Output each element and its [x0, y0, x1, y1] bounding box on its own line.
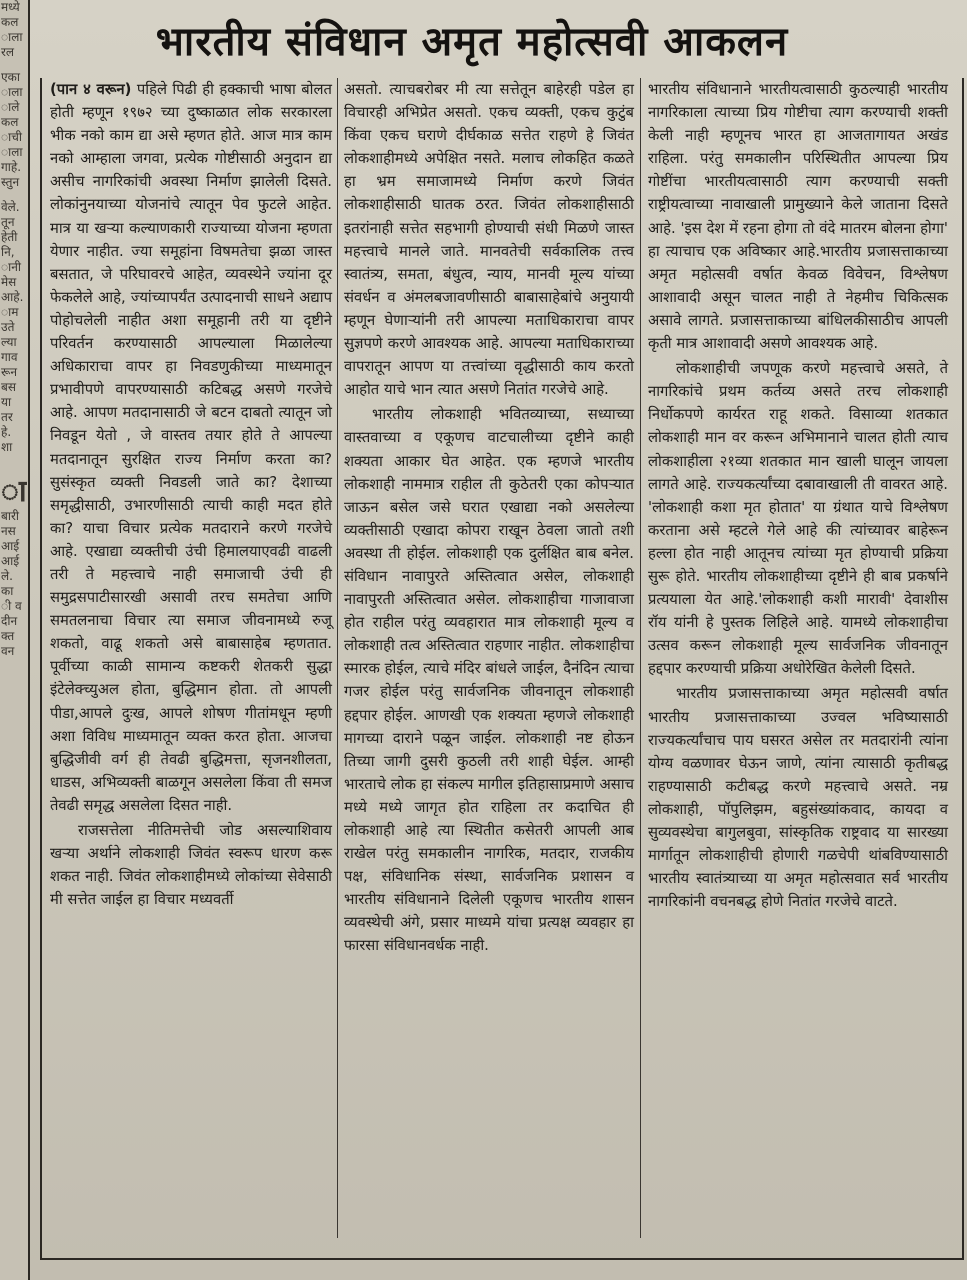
strip-fragment: आई	[1, 539, 20, 553]
strip-fragment: नि,	[1, 245, 15, 259]
strip-fragment	[0, 60, 27, 70]
article-column-3	[648, 78, 948, 1236]
strip-fragment: आई	[1, 554, 20, 568]
strip-fragment: मेस	[1, 275, 17, 289]
strip-fragment: ाची	[1, 130, 22, 144]
strip-fragment: उते	[1, 320, 15, 334]
strip-fragment: कल	[1, 115, 19, 129]
strip-fragment: रून	[1, 365, 17, 379]
strip-fragment: ल्या	[1, 335, 17, 349]
strip-fragment: बस	[1, 380, 16, 394]
paragraph: राजसत्तेला नीतिमत्तेची जोड असल्याशिवाय खऱ्या अर्थाने लोकशाही जिवंत स्वरूप धारण करू शकत नाही. जिवंत लोकशाहीमध्ये लोकांच्या सेवेसाठी मी सत्तेत जाईल हा विचार मध्यवर्ती	[50, 822, 332, 909]
strip-fragment: नस	[1, 524, 16, 538]
strip-fragment: वन	[1, 644, 15, 658]
strip-fragment: ाला	[1, 30, 23, 44]
strip-fragment: या	[1, 395, 12, 409]
article-body	[40, 78, 964, 1260]
strip-fragment: तून	[1, 215, 15, 229]
strip-fragment: ाले	[1, 100, 20, 114]
strip-fragment: स्तुन	[1, 175, 20, 189]
strip-fragment: दीन	[1, 614, 18, 628]
article-headline: भारतीय संविधान अमृत महोत्सवी आकलन	[155, 19, 789, 65]
strip-fragment: ाला	[1, 85, 23, 99]
strip-fragment: ाम	[1, 305, 19, 319]
strip-fragment: कल	[1, 15, 19, 29]
strip-fragment: आहे.	[1, 290, 24, 304]
strip-fragment: ले.	[1, 569, 13, 583]
paragraph: असतो. त्याचबरोबर मी त्या सत्तेतून बाहेरही पडेल हा विचारही अभिप्रेत असतो. एकच व्यक्ती, एकच कुटुंब किंवा एकच घराणे दीर्घकाळ सत्तेत राहणे हे जिवंत लोकशाहीमध्ये अपेक्षित नसते. मलाच लोकहित कळते हा भ्रम समाजामध्ये निर्माण करणे जिवंत लोकशाहीसाठी घातक ठरत. जिवंत लोकशाहीसाठी इतरांनाही सत्तेत सहभागी होण्याची संधी मिळणे जास्त महत्त्वाचे मानले जाते. मानवतेची सर्वकालिक तत्त्व स्वातंत्र्य, समता, बंधुत्व, न्याय, मानवी मूल्य यांच्या संवर्धन व अंमलबजावणीसाठी बाबासाहेबांचे अनुयायी म्हणून घेणाऱ्यांनी तरी आपल्या मताधिकाराचा वापर सुज्ञपणे करणे आवश्यक आहे. आपल्या मताधिकाराच्या वापरातून आपण या तत्त्वांच्या वृद्धीसाठी काय करतो आहोत याचे भान त्यात असणे नितांत गरजेचे आहे.	[344, 81, 634, 399]
paragraph-text: पहिले पिढी ही हक्काची भाषा बोलत होती म्हणून १९७२ च्या दुष्काळात लोक सरकारला भीक नको काम द्या असे म्हणत होते. आज मात्र काम नको आम्हाला जगवा, प्रत्येक गोष्टीसाठी अनुदान द्या असीच नागरिकांची अवस्था निर्माण झालेली दिसते. लोकांनुनयाच्या योजनांचे त्यातून पेव फुटले आहेत. मात्र या खऱ्या कल्याणकारी राज्याच्या योजना म्हणता येणार नाहीत. ज्या समूहांना विषमतेचा झळा जास्त बसतात, जे परिघावरचे आहेत, व्यवस्थेने ज्यांना दूर फेकलेले आहे, ज्यांच्यापर्यंत उत्पादनाची साधने अद्याप पोहोचलेली नाहीत अशा समूहानी तरी या दृष्टीने परिवर्तन करण्यासाठी आपल्याला मिळालेल्या अधिकाराचा वापर हा निवडणुकीच्या माध्यमातून प्रभावीपणे वापरण्यासाठी कटिबद्ध असणे गरजेचे आहे. आपण मतदानासाठी जे बटन दाबतो त्यातून जो निवडून येतो , जे वास्तव तयार होते ते आपल्या मतदानातून सुरक्षित राज्य निर्माण करता का? सुसंस्कृत व्यक्ती निवडली जाते का? देशाच्या समृद्धीसाठी, उभारणीसाठी त्याची काही मदत होते का? याचा विचार प्रत्येक मतदाराने करणे गरजेचे आहे. एखाद्या व्यक्तीची उंची हिमालयाएवढी वाढली तरी ते महत्त्वाचे नाही समाजाची उंची ही समुद्रसपाटीसारखी असावी तरच समतेचा आणि समतलनाचा विचार त्या समाज जीवनामध्ये रुजू शकतो, वाढू शकतो असे बाबासाहेब म्हणतात. पूर्वीच्या काळी सामान्य कष्टकरी शेतकरी सुद्धा इंटेलेक्च्युअल होता, बुद्धिमान होता. तो आपली पीडा,आपले दुःख, आपले शोषण गीतांमधून म्हणी अशा विविध माध्यमातून व्यक्त करत होता. आजचा बुद्धिजीवी वर्ग ही तेवढी बुद्धिमत्ता, सृजनशीलता, धाडस, अभिव्यक्ती बाळगून असलेला किंवा ती समज तेवढी समृद्ध असलेला दिसत नाही.	[50, 81, 332, 814]
adjacent-column-strip	[0, 0, 30, 1280]
strip-fragment: रल	[1, 45, 15, 59]
strip-fragment: वेले.	[1, 200, 20, 214]
strip-fragment	[0, 190, 27, 200]
strip-fragment: ाला	[1, 145, 23, 159]
strip-fragment: मध्ये	[1, 0, 20, 14]
strip-fragment: गाव	[1, 350, 18, 364]
strip-fragment: एका	[1, 70, 20, 84]
article-column-2	[344, 78, 634, 1236]
strip-fragment	[0, 455, 27, 465]
paragraph: भारतीय प्रजासत्ताकाच्या अमृत महोत्सवी वर्षात भारतीय प्रजासत्ताकाच्या उज्वल भविष्यासाठी राज्यकर्त्यांचाच पाय घसरत असेल तर मतदारांनी त्यांना योग्य वळणावर घेऊन जाणे, त्यांना त्यासाठी कृतीबद्ध राहण्यासाठी कटीबद्ध करणे महत्त्वाचे असते. नम्र लोकशाही, पॉपुलिझम, बहुसंख्यांकवाद, कायदा व सुव्यवस्थेचा बागुलबुवा, सांस्कृतिक राष्ट्रवाद या सारख्या मार्गातून लोकशाहीची होणारी गळचेपी थांबविण्यासाठी भारतीय स्वातंत्र्याच्या या अमृत महोत्सवात सर्व भारतीय नागरिकांनी वचनबद्ध होणे नितांत गरजेचे वाटते.	[648, 685, 948, 911]
paragraph: भारतीय संविधानाने भारतीयत्वासाठी कुठल्याही भारतीय नागरिकाला त्याच्या प्रिय गोष्टीचा त्याग करण्याची शक्ती केली नाही म्हणूनच भारत हा आजतागायत अखंड राहिला. परंतु समकालीन परिस्थितीत आपल्या प्रिय गोष्टींचा भारतीयत्वासाठी त्याग करण्याची सक्ती राष्ट्रीयत्वाच्या नावाखाली प्रामुख्याने केले जाताना दिसते आहे. 'इस देश में रहना होगा तो वंदे मातरम बोलना होगा' हा त्याचाच एक अविष्कार आहे.भारतीय प्रजासत्ताकाच्या अमृत महोत्सवी वर्षात केवळ विवेचन, विश्लेषण आशावादी असून चालत नाही ते नेहमीच चिकित्सक असावे लागते. प्रजासत्ताकाच्या बांधिलकीसाठीच आपली कृती मात्र आशावादी असणे आवश्यक आहे.	[648, 81, 948, 353]
column-divider	[337, 78, 338, 1238]
article-column-1	[50, 78, 332, 1236]
column-divider	[640, 78, 641, 1238]
strip-fragment: गाहे.	[1, 160, 22, 174]
strip-fragment: ानी	[1, 260, 22, 274]
strip-fragment: ी व	[1, 599, 22, 613]
strip-fragment	[0, 465, 27, 475]
strip-fragment: क्त	[1, 629, 15, 643]
paragraph	[50, 78, 332, 817]
strip-fragment: का	[1, 584, 14, 598]
strip-fragment: शा	[1, 440, 13, 454]
strip-fragment: हे.	[1, 425, 12, 439]
paragraph: भारतीय लोकशाही भवितव्याच्या, सध्याच्या वास्तवाच्या व एकूणच वाटचालीच्या दृष्टीने काही शक्यता आकार घेत आहेत. एक म्हणजे भारतीय लोकशाही नाममात्र राहील ती कुठेतरी एका कोपऱ्यात जाऊन बसेल जसे घरात एखाद्या नको असलेल्या व्यक्तीसाठी एखादा कोपरा राखून ठेवला जातो तशी अवस्था ती होईल. लोकशाही एक दुर्लक्षित बाब बनेल. संविधान नावापुरते अस्तित्वात असेल, लोकशाही नावापुरती अस्तित्वात असेल. लोकशाहीचा गाजावाजा होत राहील परंतु व्यवहारात मात्र लोकशाही मूल्य व लोकशाही तत्व अस्तित्वात राहणार नाहीत. लोकशाहीचा स्मारक होईल, त्याचे मंदिर बांधले जाईल, दैनंदिन त्याचा गजर होईल परंतु सार्वजनिक जीवनातून लोकशाही हद्दपार होईल. आणखी एक शक्यता म्हणजे लोकशाही मागच्या दाराने पळून जाईल. लोकशाही नष्ट होऊन तिच्या जागी दुसरी कुठली तरी शाही घेईल. आम्ही भारताचे लोक हा संकल्प मागील इतिहासाप्रमाणे असाच मध्ये मध्ये जागृत होत राहिला तर कदाचित ही लोकशाही आहे त्या स्थितीत कसेतरी आपली आब राखेल परंतु समकालीन नागरिक, मतदार, राजकीय पक्ष, संविधानिक संस्था, सार्वजनिक प्रशासन व भारतीय संविधानाने दिलेली एकूणच भारतीय शासन व्यवस्थेची अंगे, प्रसार माध्यमे यांचा प्रत्यक्ष व्यवहार हा फारसा संविधानवर्धक नाही.	[344, 406, 634, 955]
paragraph: लोकशाहीची जपणूक करणे महत्त्वाचे असते, ते नागरिकांचे प्रथम कर्तव्य असते तरच लोकशाही निर्धोकपणे कार्यरत राहू शकते. विसाव्या शतकात लोकशाही मान वर करून अभिमानाने चालत होती त्याच लोकशाहीला २१व्या शतकात मान खाली घालून जायला लागते आहे. राज्यकर्त्यांच्या दबावाखाली ती वावरत आहे. 'लोकशाही कशा मृत होतात' या ग्रंथात याचे विश्लेषण करताना असे म्हटले गेले आहे की त्यांच्यावर बाहेरून हल्ला होत नाही आतूनच त्यांच्या मृत होण्याची प्रक्रिया सुरू होते. भारतीय लोकशाहीच्या दृष्टीने ही बाब प्रकर्षाने प्रत्ययाला येत आहे.'लोकशाही कशी मारावी' देवाशीस रॉय यांनी हे पुस्तक लिहिले आहे. यामध्ये लोकशाहीचा उत्सव करून लोकशाही मूल्य सार्वजनिक जीवनातून हद्दपार करण्याची प्रक्रिया अधोरेखित केलेली दिसते.	[648, 360, 948, 678]
strip-fragment: बारी	[1, 509, 19, 523]
strip-fragment: हेती	[1, 230, 18, 244]
continuation-tag: (पान ४ वरून)	[50, 81, 132, 98]
strip-heading-fragment: ा	[1, 475, 27, 509]
strip-fragment: तर	[1, 410, 13, 424]
